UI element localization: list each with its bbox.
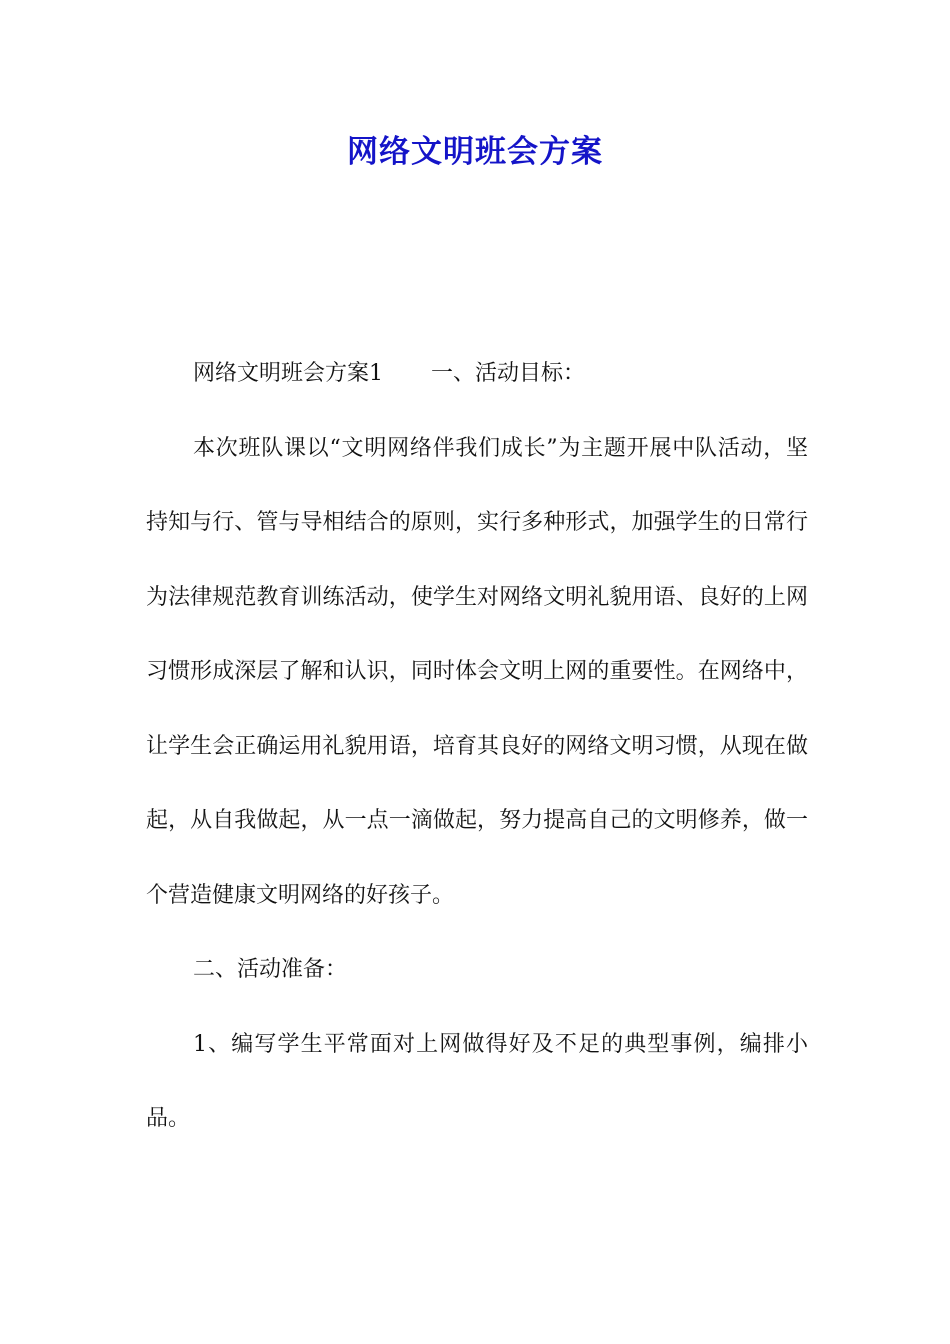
section1-line bbox=[146, 337, 808, 412]
paragraph-prep-1: 1、编写学生平常面对上网做得好及不足的典型事例，编排小品。 bbox=[146, 1031, 808, 1131]
document-body bbox=[146, 337, 808, 1157]
document-title: 网络文明班会方案 bbox=[347, 134, 603, 170]
paragraph-goals: 本次班队课以“文明网络伴我们成长”为主题开展中队活动，坚持知与行、管与导相结合的原则，实行多种形式，加强学生的日常行为法律规范教育训练活动，使学生对网络文明礼貌用语、良好的上网习惯形成深层了解和认识，同时体会文明上网的重要性。在网络中，让学生会正确运用礼貌用语，培育其良好的网络文明习惯，从现在做起，从自我做起，从一点一滴做起，努力提高自己的文明修养，做一个营造健康文明网络的好孩子。 bbox=[146, 435, 808, 908]
section1-heading: 一、活动目标： bbox=[431, 361, 586, 386]
section1-label: 网络文明班会方案1 bbox=[193, 361, 383, 386]
section2-heading: 二、活动准备： bbox=[193, 957, 348, 982]
